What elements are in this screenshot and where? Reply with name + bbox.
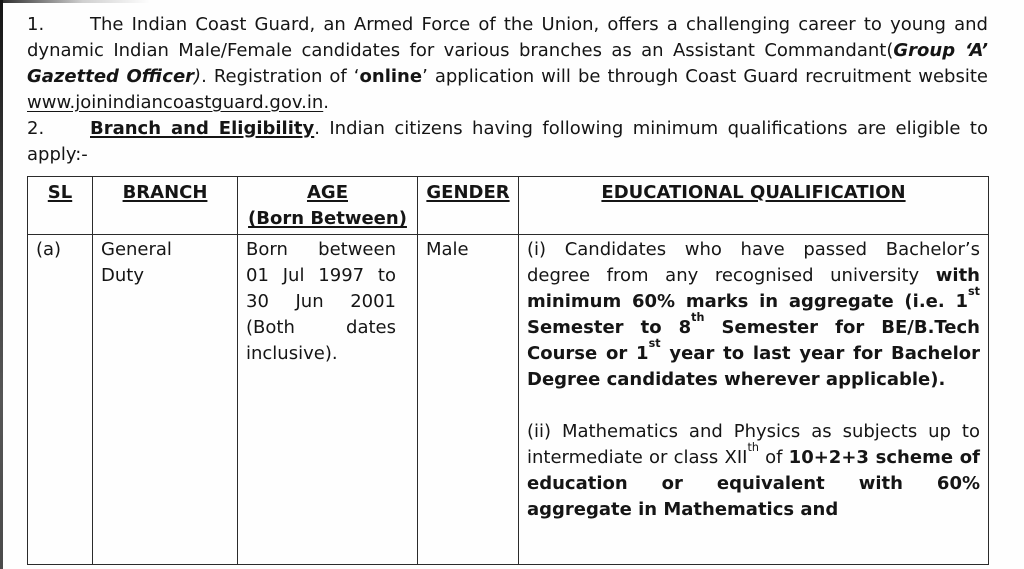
scan-edge-artifact: [0, 0, 3, 569]
paragraph-1: [27, 12, 988, 116]
cell-educational-qualification: [519, 235, 989, 565]
cell-age: Born between 01 Jul 1997 to 30 Jun 2001 (Both dates inclusive).: [238, 235, 418, 565]
paragraph-1-mid: . Registration of ‘: [201, 66, 360, 87]
superscript-th: th: [747, 440, 759, 454]
header-sl: SL: [28, 177, 93, 235]
branch-and-eligibility-heading: Branch and Eligibility: [90, 118, 315, 139]
header-age-line1: AGE: [306, 182, 348, 203]
page-content: [27, 0, 988, 565]
paragraph-1-number: 1.: [27, 14, 45, 35]
group-a-gazetted-officer: Group ‘A’ Gazetted Officer: [27, 40, 988, 87]
cell-sl: (a): [28, 235, 93, 565]
header-age: [238, 177, 418, 235]
header-age-line2: (Born Between): [248, 208, 407, 229]
qualification-clause-i: (i) Candidates who have passed Bachelor’s degree from any recognised university with minimum 60% marks in aggregate (i.e. 1st Semester to 8th Semester for BE/B.Tech Course or 1st year to last year for Bachelor Degree candidates wherever applicable).: [527, 239, 980, 390]
closing-paren: ): [194, 66, 202, 87]
header-educational-qualification: EDUCATIONAL QUALIFICATION: [519, 177, 989, 235]
superscript-th: th: [691, 310, 705, 324]
paragraph-2-number: 2.: [27, 118, 45, 139]
superscript-st: st: [968, 284, 980, 298]
website-link[interactable]: www.joinindiancoastguard.gov.in: [27, 92, 324, 113]
paragraph-1-after-online: ’ application will be through Coast Guard recruitment website: [422, 66, 988, 87]
paragraph-2: [27, 116, 988, 168]
header-branch: BRANCH: [93, 177, 238, 235]
superscript-st: st: [648, 336, 661, 350]
table-header-row: [28, 177, 989, 235]
paragraph-1-period: .: [323, 92, 329, 113]
qualification-clause-ii: (ii) Mathematics and Physics as subjects up to intermediate or class XIIth of 10+2+3 scheme of education or equivalent with 60% aggregate in Mathematics and: [527, 421, 980, 520]
cell-gender: Male: [418, 235, 519, 565]
paragraph-2-rest: . Indian citizens having following minimum qualifications are eligible to apply:-: [27, 118, 988, 165]
eligibility-table: [27, 176, 989, 565]
header-gender: GENDER: [418, 177, 519, 235]
online-emphasis: online: [359, 66, 423, 87]
paragraph-1-lead: The Indian Coast Guard, an Armed Force of the Union, offers a challenging career to young and dynamic Indian Male/Female candidates for various branches as an Assistant Commandant(: [27, 14, 988, 61]
table-row: [28, 235, 989, 565]
cell-branch: General Duty: [93, 235, 238, 565]
